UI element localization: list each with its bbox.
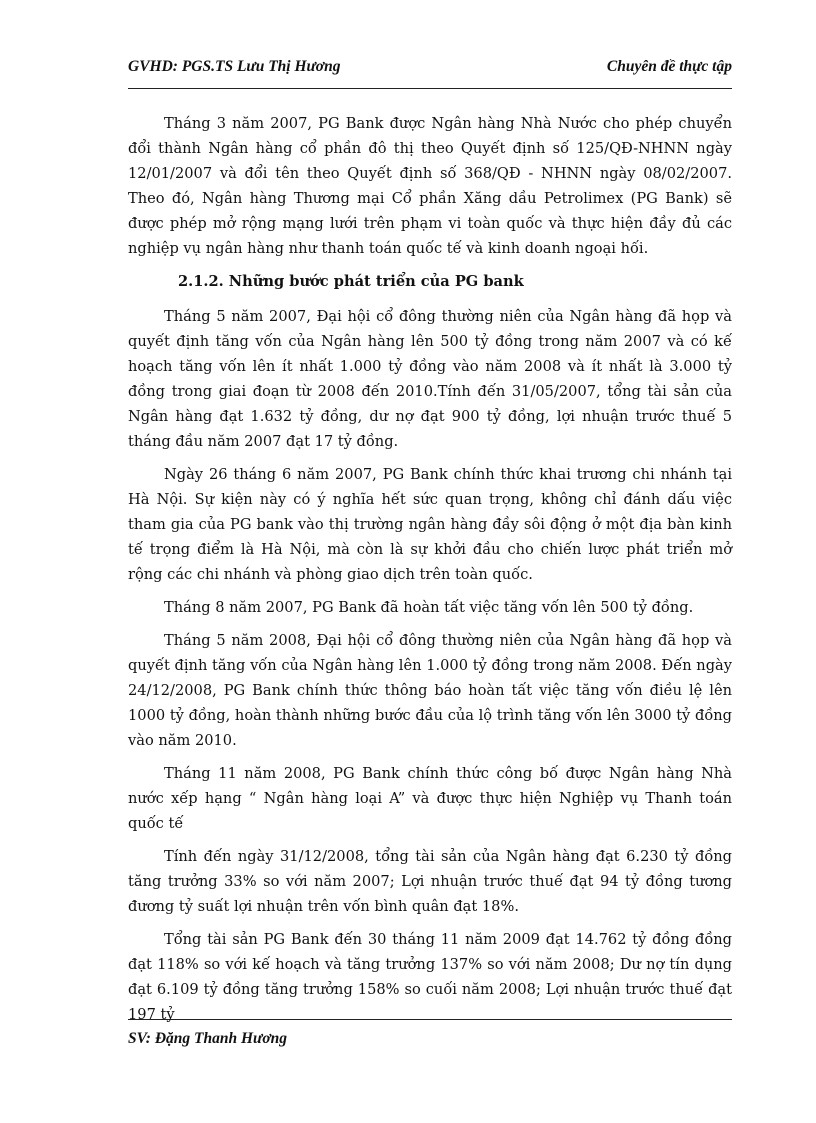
page-header — [128, 58, 732, 76]
paragraph: Ngày 26 tháng 6 năm 2007, PG Bank chính thức khai trương chi nhánh tại Hà Nội. Sự kiện này có ý nghĩa hết sức quan trọng, không chỉ đánh dấu việc tham gia của PG bank vào thị trường ngân hàng đầy sôi động ở một địa bàn kinh tế trọng điểm là Hà Nội, mà còn là sự khởi đầu cho chiến lược phát triển mở rộng các chi nhánh và phòng giao dịch trên toàn quốc. — [128, 466, 732, 583]
paragraph: Tháng 11 năm 2008, PG Bank chính thức công bố được Ngân hàng Nhà nước xếp hạng “ Ngân hàng loại A” và được thực hiện Nghiệp vụ Thanh toán quốc tế — [128, 765, 732, 832]
header-document-type: Chuyên đề thực tập — [606, 58, 732, 75]
header-divider — [128, 88, 732, 89]
page-footer — [128, 1030, 287, 1048]
paragraph: Tháng 5 năm 2007, Đại hội cổ đông thường niên của Ngân hàng đã họp và quyết định tăng vốn của Ngân hàng lên 500 tỷ đồng trong năm 2007 và có kế hoạch tăng vốn lên ít nhất 1.000 tỷ đồng vào năm 2008 và ít nhất là 3.000 tỷ đồng trong giai đoạn từ 2008 đến 2010.Tính đến 31/05/2007, tổng tài sản của Ngân hàng đạt 1.632 tỷ đồng, dư nợ đạt 900 tỷ đồng, lợi nhuận trước thuế 5 tháng đầu năm 2007 đạt 17 tỷ đồng. — [128, 308, 732, 450]
paragraph: Tính đến ngày 31/12/2008, tổng tài sản của Ngân hàng đạt 6.230 tỷ đồng tăng trưởng 33% so với năm 2007; Lợi nhuận trước thuế đạt 94 tỷ đồng tương đương tỷ suất lợi nhuận trên vốn bình quân đạt 18%. — [128, 848, 732, 915]
paragraph: Tháng 8 năm 2007, PG Bank đã hoàn tất việc tăng vốn lên 500 tỷ đồng. — [164, 599, 694, 616]
paragraph: Tổng tài sản PG Bank đến 30 tháng 11 năm 2009 đạt 14.762 tỷ đồng đồng đạt 118% so với kế hoạch và tăng trưởng 137% so với năm 2008; Dư nợ tín dụng đạt 6.109 tỷ đồng tăng trưởng 158% so cuối năm 2008; Lợi nhuận trước thuế đạt 197 tỷ — [128, 931, 732, 1023]
paragraph: Tháng 5 năm 2008, Đại hội cổ đông thường niên của Ngân hàng đã họp và quyết định tăng vốn của Ngân hàng lên 1.000 tỷ đồng trong năm 2008. Đến ngày 24/12/2008, PG Bank chính thức thông báo hoàn tất việc tăng vốn điều lệ lên 1000 tỷ đồng, hoàn thành những bước đầu của lộ trình tăng vốn lên 3000 tỷ đồng vào năm 2010. — [128, 632, 732, 749]
paragraph: Tháng 3 năm 2007, PG Bank được Ngân hàng Nhà Nước cho phép chuyển đổi thành Ngân hàng cổ phần đô thị theo Quyết định số 125/QĐ-NHNN ngày 12/01/2007 và đổi tên theo Quyết định số 368/QĐ - NHNN ngày 08/02/2007. Theo đó, Ngân hàng Thương mại Cổ phần Xăng dầu Petrolimex (PG Bank) sẽ được phép mở rộng mạng lưới trên phạm vi toàn quốc và thực hiện đầy đủ các nghiệp vụ ngân hàng như thanh toán quốc tế và kinh doanh ngoại hối. — [128, 115, 732, 257]
section-heading: 2.1.2. Những bước phát triển của PG bank — [178, 273, 524, 290]
footer-student: SV: Đặng Thanh Hương — [128, 1030, 288, 1047]
footer-divider — [128, 1019, 732, 1020]
document-body — [128, 111, 732, 1035]
header-supervisor: GVHD: PGS.TS Lưu Thị Hương — [128, 58, 341, 75]
